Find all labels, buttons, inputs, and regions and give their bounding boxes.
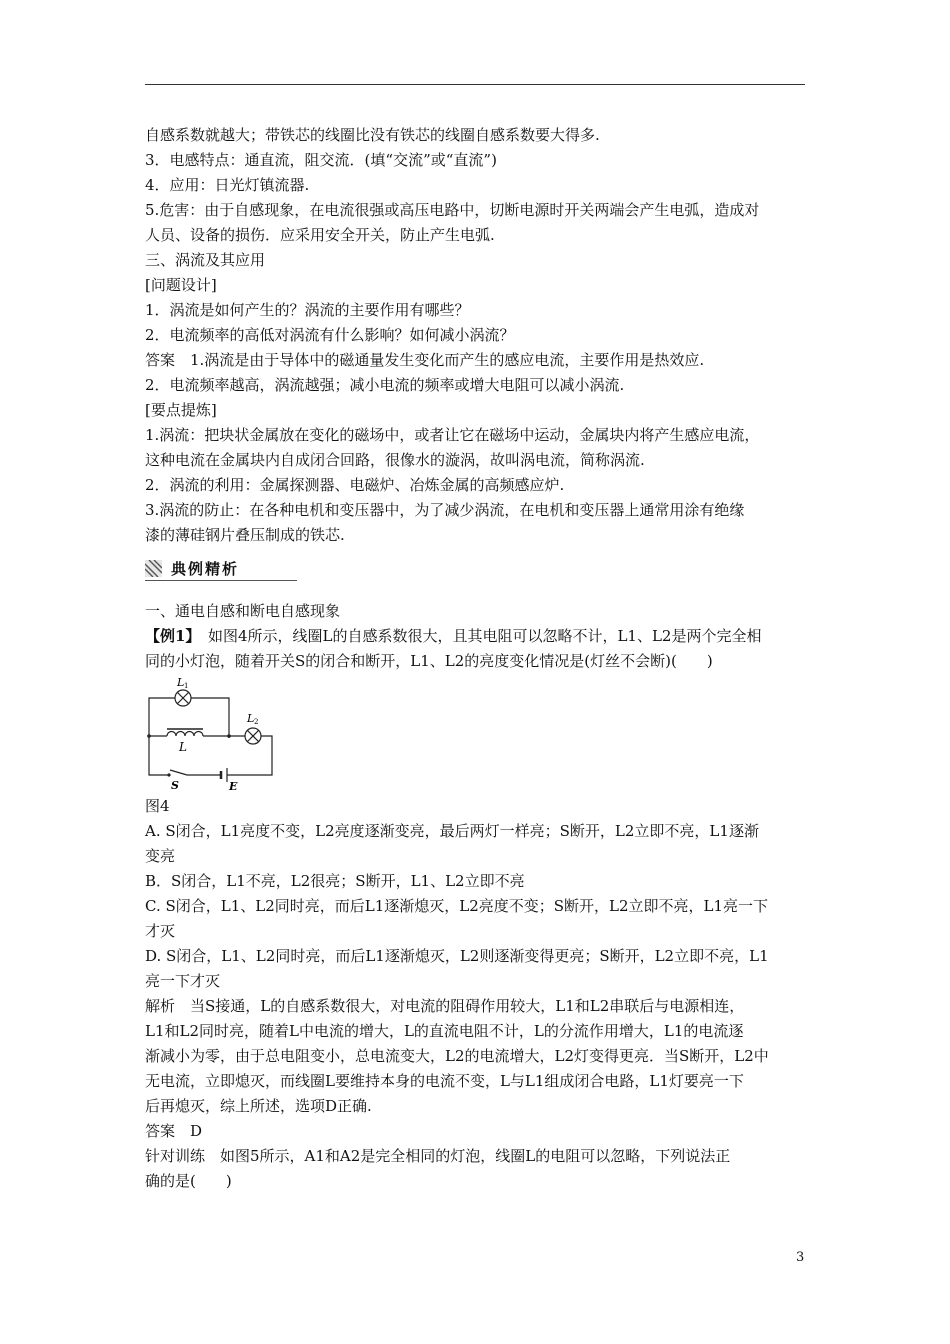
training-line-1: 针对训练 如图5所示，A1和A2是完全相同的灯泡，线圈L的电阻可以忽略，下列说法正 (145, 1147, 731, 1165)
circuit-diagram (145, 676, 285, 794)
analysis-line: 渐减小为零，由于总电阻变小，总电流变大，L2的电流增大，L2灯变得更亮．当S断开，L2中 (145, 1047, 769, 1065)
diagonal-stripes-icon (145, 560, 162, 577)
analysis-line: 无电流，立即熄灭，而线圈L要维持本身的电流不变，L与L1组成闭合电路，L1灯要亮一下 (145, 1072, 744, 1090)
example-text: 同的小灯泡，随着开关S的闭合和断开，L1、L2的亮度变化情况是(灯丝不会断)( (145, 652, 677, 670)
subsection-title: 一、通电自感和断电自感现象 (145, 602, 341, 620)
label-switch: S (171, 779, 179, 792)
training-paren: ) (225, 1172, 232, 1190)
text-line: [问题设计] (145, 276, 217, 294)
text-line: 自感系数就越大；带铁芯的线圈比没有铁芯的线圈自感系数要大得多. (145, 126, 600, 144)
example-line-2 (145, 649, 807, 674)
page-number: 3 (796, 1250, 805, 1265)
text-line: 答案 1.涡流是由于导体中的磁通量发生变化而产生的感应电流，主要作用是热效应. (145, 351, 705, 369)
label-l1: L (177, 676, 185, 689)
analysis-line: L1和L2同时亮，随着L中电流的增大，L的直流电阻不计，L的分流作用增大，L1的电流逐 (145, 1022, 744, 1040)
training-line-2 (145, 1169, 807, 1194)
option-b: B．S闭合，L1不亮，L2很亮；S断开，L1、L2立即不亮 (145, 872, 525, 890)
section-title: 典例精析 (171, 560, 240, 578)
example-paren: ) (706, 652, 713, 670)
example-line-1 (145, 624, 807, 649)
text-line: 3．电感特点：通直流，阻交流．(填“交流”或“直流”) (145, 151, 497, 169)
text-line: 5.危害：由于自感现象，在电流很强或高压电路中，切断电源时开关两端会产生电弧，造成对 (145, 201, 760, 219)
option-c-cont: 才灭 (145, 922, 176, 940)
text-line: 1.涡流：把块状金属放在变化的磁场中，或者让它在磁场中运动，金属块内将产生感应电流， (145, 426, 760, 444)
text-line: 这种电流在金属块内自成闭合回路，很像水的漩涡，故叫涡电流，简称涡流. (145, 451, 645, 469)
training-text: 确的是( (145, 1172, 196, 1190)
figure-caption: 图4 (145, 797, 170, 815)
label-l1-sub: 1 (184, 682, 189, 690)
answer-line: 答案 D (145, 1122, 203, 1140)
header-rule (145, 84, 805, 85)
text-line: 4．应用：日光灯镇流器. (145, 176, 310, 194)
label-coil: L (179, 740, 187, 754)
text-line: 2．涡流的利用：金属探测器、电磁炉、冶炼金属的高频感应炉. (145, 476, 565, 494)
option-a: A. S闭合，L1亮度不变，L2亮度逐渐变亮，最后两灯一样亮；S断开，L2立即不亮，L1逐渐 (145, 822, 759, 840)
example-text: 如图4所示，线圈L的自感系数很大，且其电阻可以忽略不计，L1、L2是两个完全相 (192, 627, 762, 645)
option-d: D. S闭合，L1、L2同时亮，而后L1逐渐熄灭，L2则逐渐变得更亮；S断开，L2立即不亮，L1 (145, 947, 769, 965)
page-content (145, 123, 807, 1194)
text-line: 人员、设备的损伤．应采用安全开关，防止产生电弧. (145, 226, 495, 244)
label-l2-sub: 2 (254, 718, 259, 726)
text-line: 2．电流频率的高低对涡流有什么影响？如何减小涡流？ (145, 326, 515, 344)
analysis-line: 解析 当S接通，L的自感系数很大，对电流的阻碍作用较大，L1和L2串联后与电源相连， (145, 997, 745, 1015)
analysis-line: 后再熄灭，综上所述，选项D正确. (145, 1097, 372, 1115)
section-header (145, 557, 807, 585)
text-line: 3.涡流的防止：在各种电机和变压器中，为了减少涡流，在电机和变压器上通常用涂有绝缘 (145, 501, 745, 519)
text-line: 1．涡流是如何产生的？涡流的主要作用有哪些？ (145, 301, 470, 319)
text-line: [要点提炼] (145, 401, 217, 419)
circuit-svg (145, 676, 285, 794)
option-d-cont: 亮一下才灭 (145, 972, 221, 990)
option-c: C. S闭合，L1、L2同时亮，而后L1逐渐熄灭，L2亮度不变；S断开，L2立即不亮，L1亮一下 (145, 897, 769, 915)
section-heading-eddy: 三、涡流及其应用 (145, 251, 266, 269)
label-l2: L (247, 712, 255, 725)
example-label: 【例1】 (145, 627, 193, 645)
text-line: 2．电流频率越高，涡流越强；减小电流的频率或增大电阻可以减小涡流. (145, 376, 625, 394)
option-a-cont: 变亮 (145, 847, 176, 865)
label-battery: E (229, 780, 238, 793)
text-line: 漆的薄硅钢片叠压制成的铁芯. (145, 526, 345, 544)
section-underline (145, 580, 297, 581)
